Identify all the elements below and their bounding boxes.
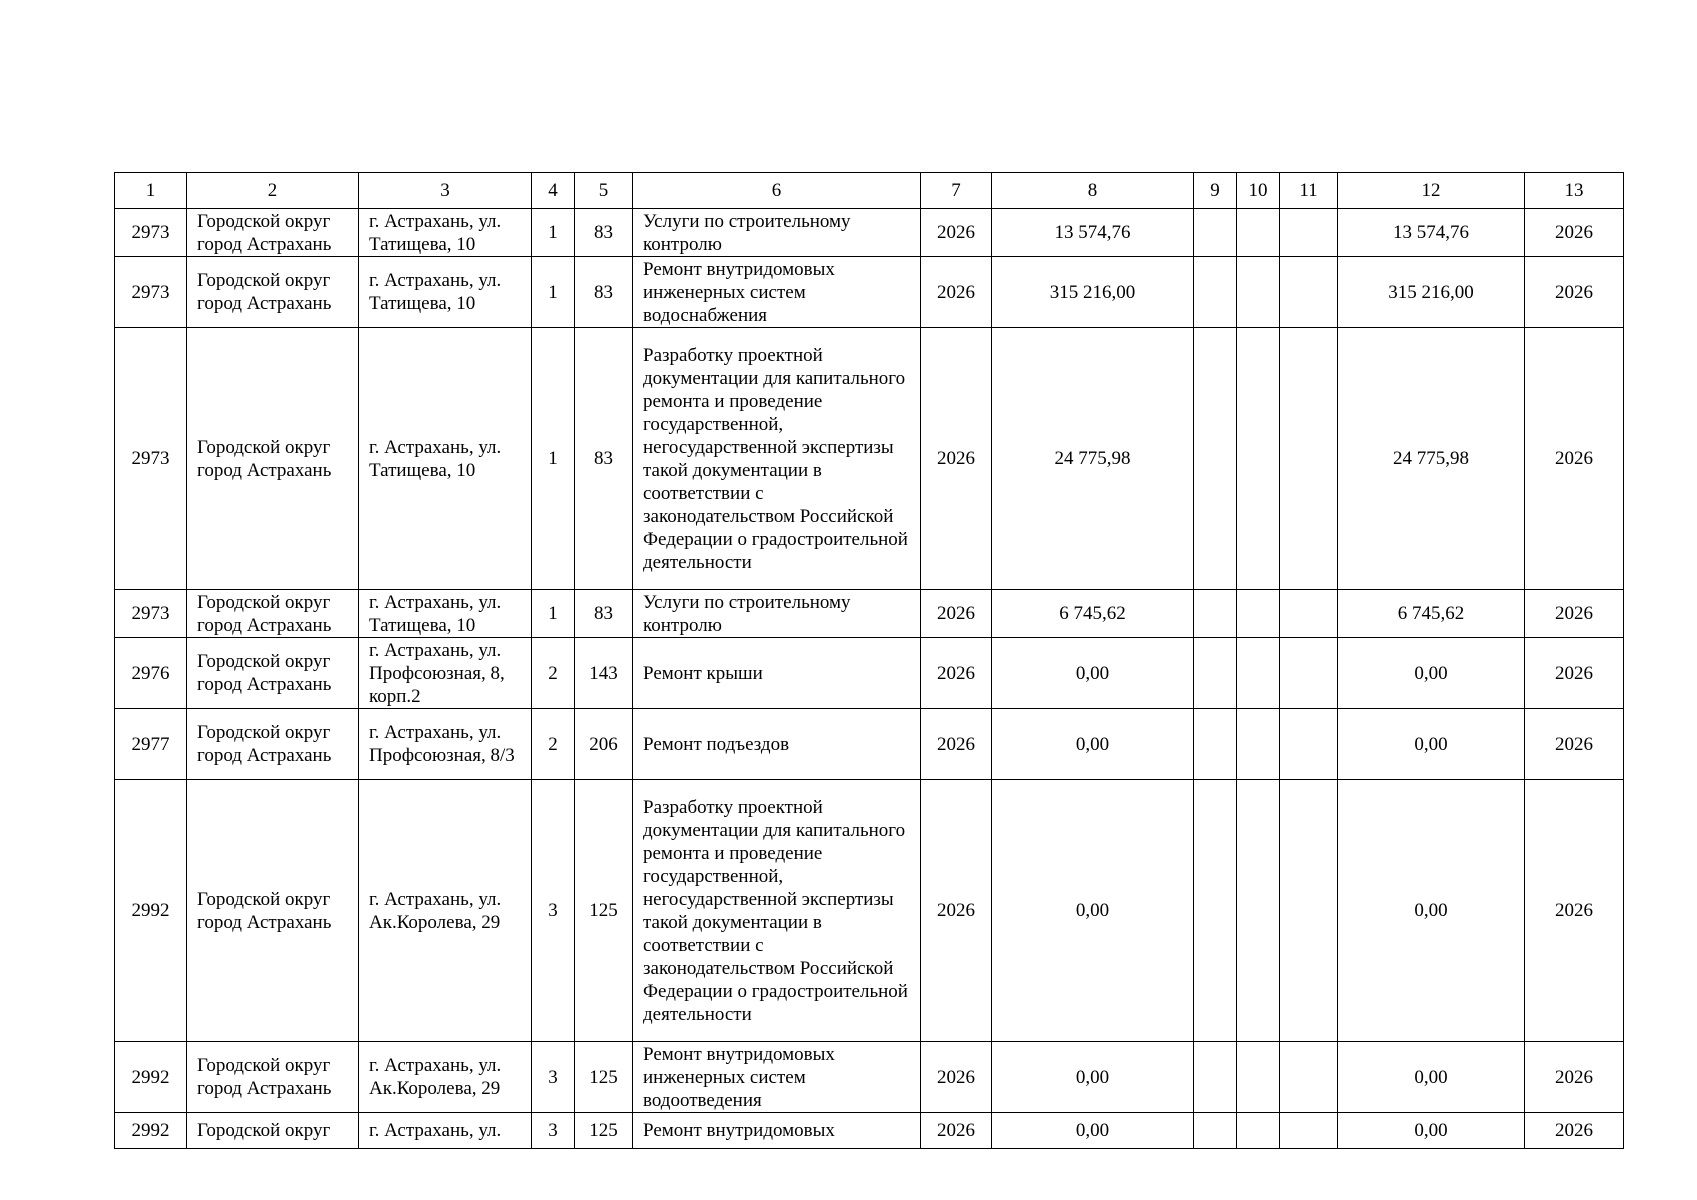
table-cell: 24 775,98 — [1338, 328, 1525, 590]
table-cell: 1 — [532, 590, 575, 638]
table-cell: 83 — [575, 590, 633, 638]
table-cell: 2973 — [115, 209, 187, 257]
table-cell: 6 745,62 — [992, 590, 1194, 638]
table-cell: 0,00 — [992, 780, 1194, 1042]
table-cell — [1237, 709, 1280, 780]
table-cell — [1194, 257, 1237, 328]
table-cell — [1237, 209, 1280, 257]
table-cell: 2 — [532, 709, 575, 780]
table-cell: Городской округ город Астрахань — [187, 1042, 359, 1113]
table-cell: 83 — [575, 257, 633, 328]
table-cell — [1280, 328, 1338, 590]
table-cell: 0,00 — [992, 709, 1194, 780]
table-cell: Ремонт внутридомовых инженерных систем водоснабжения — [633, 257, 921, 328]
table-cell — [1237, 257, 1280, 328]
table-cell: Разработку проектной документации для капитального ремонта и проведение государственной, негосударственной экспертизы такой документации в соответствии с законодательством Российской Федерации о градостроительной деятельности — [633, 780, 921, 1042]
table-cell: г. Астрахань, ул. Ак.Королева, 29 — [359, 1042, 532, 1113]
table-cell: 0,00 — [1338, 709, 1525, 780]
table-cell: Городской округ город Астрахань — [187, 780, 359, 1042]
table-cell: г. Астрахань, ул. Татищева, 10 — [359, 328, 532, 590]
table-cell: Услуги по строительному контролю — [633, 209, 921, 257]
table-cell: 2026 — [1525, 328, 1624, 590]
table-cell: Городской округ город Астрахань — [187, 638, 359, 709]
table-cell: 13 574,76 — [992, 209, 1194, 257]
table-cell: 2026 — [921, 257, 992, 328]
table-cell — [1194, 1042, 1237, 1113]
table-cell: 83 — [575, 328, 633, 590]
table-row — [115, 1042, 1624, 1113]
header-cell: 7 — [921, 173, 992, 209]
table-cell: 2026 — [921, 590, 992, 638]
table-cell: 0,00 — [992, 1113, 1194, 1149]
table-cell: 125 — [575, 780, 633, 1042]
table-cell: 2973 — [115, 328, 187, 590]
table-cell: 2992 — [115, 1042, 187, 1113]
table-cell: 2973 — [115, 257, 187, 328]
table-cell: г. Астрахань, ул. Татищева, 10 — [359, 209, 532, 257]
table-cell: Услуги по строительному контролю — [633, 590, 921, 638]
table-cell — [1194, 709, 1237, 780]
table-cell: 2026 — [1525, 1113, 1624, 1149]
table-cell: 2026 — [921, 1042, 992, 1113]
header-cell: 5 — [575, 173, 633, 209]
table-cell — [1194, 1113, 1237, 1149]
table-cell: 0,00 — [992, 1042, 1194, 1113]
table-cell: 24 775,98 — [992, 328, 1194, 590]
header-row — [115, 173, 1624, 209]
table-cell: 1 — [532, 257, 575, 328]
header-cell: 12 — [1338, 173, 1525, 209]
table-cell: Городской округ город Астрахань — [187, 590, 359, 638]
table-cell: 83 — [575, 209, 633, 257]
table-cell: Городской округ город Астрахань — [187, 328, 359, 590]
table-cell: 2992 — [115, 780, 187, 1042]
table-cell: г. Астрахань, ул. Профсоюзная, 8, корп.2 — [359, 638, 532, 709]
header-cell: 6 — [633, 173, 921, 209]
table-cell: 0,00 — [1338, 1113, 1525, 1149]
table-cell — [1280, 257, 1338, 328]
table-cell — [1237, 590, 1280, 638]
table-cell: 143 — [575, 638, 633, 709]
table-cell: Ремонт внутридомовых инженерных систем водоотведения — [633, 1042, 921, 1113]
table-cell: Ремонт крыши — [633, 638, 921, 709]
table-row — [115, 709, 1624, 780]
table-cell: 2026 — [921, 328, 992, 590]
table-cell: 3 — [532, 1113, 575, 1149]
table-cell: 2026 — [1525, 1042, 1624, 1113]
table-cell: Городской округ город Астрахань — [187, 709, 359, 780]
header-cell: 1 — [115, 173, 187, 209]
table-cell — [1194, 590, 1237, 638]
table-cell — [1194, 780, 1237, 1042]
table-cell: 1 — [532, 209, 575, 257]
table-row — [115, 209, 1624, 257]
table-cell — [1280, 638, 1338, 709]
table-cell: 0,00 — [992, 638, 1194, 709]
table-cell: 2026 — [1525, 257, 1624, 328]
table-cell: 2976 — [115, 638, 187, 709]
header-cell: 3 — [359, 173, 532, 209]
table-cell: Городской округ город Астрахань — [187, 257, 359, 328]
table-cell: 3 — [532, 780, 575, 1042]
table-cell — [1280, 1042, 1338, 1113]
works-table — [114, 172, 1624, 1149]
table-row — [115, 257, 1624, 328]
header-cell: 11 — [1280, 173, 1338, 209]
table-cell: 2973 — [115, 590, 187, 638]
table-body — [115, 173, 1624, 1149]
table-cell: 2026 — [1525, 590, 1624, 638]
table-cell: Разработку проектной документации для капитального ремонта и проведение государственной, негосударственной экспертизы такой документации в соответствии с законодательством Российской Федерации о градостроительной деятельности — [633, 328, 921, 590]
table-cell: 2026 — [921, 1113, 992, 1149]
table-cell: Ремонт подъездов — [633, 709, 921, 780]
table-cell: 2026 — [921, 709, 992, 780]
table-row — [115, 328, 1624, 590]
header-cell: 8 — [992, 173, 1194, 209]
table-cell: 0,00 — [1338, 1042, 1525, 1113]
table-cell — [1280, 780, 1338, 1042]
table-cell: 2026 — [1525, 638, 1624, 709]
header-cell: 13 — [1525, 173, 1624, 209]
table-cell — [1280, 209, 1338, 257]
header-cell: 2 — [187, 173, 359, 209]
header-cell: 9 — [1194, 173, 1237, 209]
table-cell: 3 — [532, 1042, 575, 1113]
table-row — [115, 590, 1624, 638]
header-cell: 4 — [532, 173, 575, 209]
table-cell: 2977 — [115, 709, 187, 780]
table-cell: 125 — [575, 1042, 633, 1113]
table-cell: 2 — [532, 638, 575, 709]
table-cell — [1237, 638, 1280, 709]
table-cell — [1237, 1042, 1280, 1113]
table-cell: 315 216,00 — [992, 257, 1194, 328]
table-cell: г. Астрахань, ул. — [359, 1113, 532, 1149]
table-cell — [1280, 1113, 1338, 1149]
table-cell: 2992 — [115, 1113, 187, 1149]
header-cell: 10 — [1237, 173, 1280, 209]
table-cell: 2026 — [921, 638, 992, 709]
table-cell — [1194, 209, 1237, 257]
table-cell — [1237, 1113, 1280, 1149]
table-row — [115, 780, 1624, 1042]
table-cell: 2026 — [1525, 780, 1624, 1042]
table-cell — [1237, 780, 1280, 1042]
table-cell: 2026 — [1525, 709, 1624, 780]
table-cell: 13 574,76 — [1338, 209, 1525, 257]
table-cell: Городской округ — [187, 1113, 359, 1149]
table-cell: г. Астрахань, ул. Ак.Королева, 29 — [359, 780, 532, 1042]
table-cell — [1280, 709, 1338, 780]
table-cell: г. Астрахань, ул. Профсоюзная, 8/3 — [359, 709, 532, 780]
table-cell: Ремонт внутридомовых — [633, 1113, 921, 1149]
table-cell: 1 — [532, 328, 575, 590]
table-row — [115, 638, 1624, 709]
table-cell: 0,00 — [1338, 638, 1525, 709]
table-cell: 2026 — [1525, 209, 1624, 257]
table-cell: 2026 — [921, 209, 992, 257]
table-cell: 2026 — [921, 780, 992, 1042]
table-cell: г. Астрахань, ул. Татищева, 10 — [359, 590, 532, 638]
table-cell: г. Астрахань, ул. Татищева, 10 — [359, 257, 532, 328]
table-row — [115, 1113, 1624, 1149]
table-cell: Городской округ город Астрахань — [187, 209, 359, 257]
table-cell: 315 216,00 — [1338, 257, 1525, 328]
table-cell — [1194, 328, 1237, 590]
table-cell: 0,00 — [1338, 780, 1525, 1042]
table-cell — [1237, 328, 1280, 590]
table-cell — [1280, 590, 1338, 638]
table-cell — [1194, 638, 1237, 709]
table-cell: 125 — [575, 1113, 633, 1149]
table-cell: 6 745,62 — [1338, 590, 1525, 638]
table-cell: 206 — [575, 709, 633, 780]
